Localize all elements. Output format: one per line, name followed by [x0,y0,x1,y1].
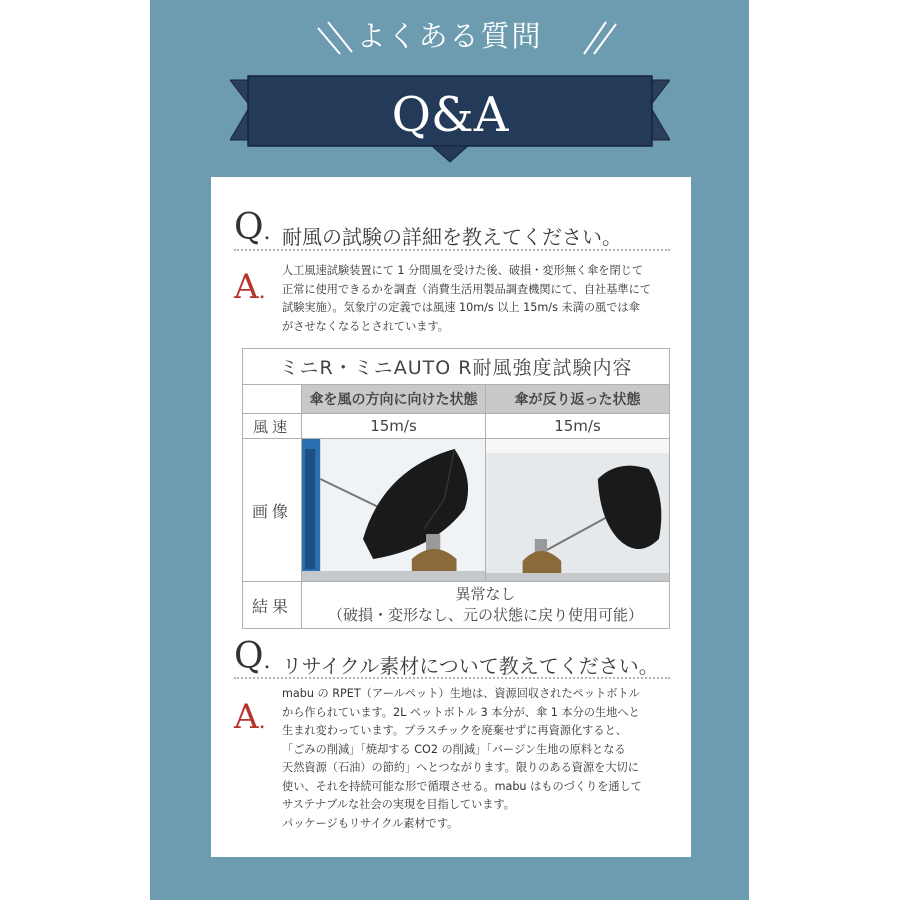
answer-2-line: mabu の RPET（アールペット）生地は、資源回収されたペットボトル [282,687,640,700]
answer-2-line: 生まれ変わっています。プラスチックを廃棄せずに再資源化すると、 [282,724,627,737]
answer-1-line: 試験実施）。気象庁の定義では風速 10m/s 以上 15m/s 未満の風では傘 [282,301,640,314]
test-photo-inverted [486,439,670,582]
page-title: Q&A [391,87,509,143]
test-photo-facing-wind [302,439,486,582]
page-subtitle: よくある質問 [356,19,543,53]
question-divider-1 [234,249,670,251]
answer-1-line: がさせなくなるとされています。 [282,319,449,333]
blue-background-panel [150,0,749,900]
answer-2-line: から作られています。2L ペットボトル 3 本分が、傘 1 本分の生地へと [282,705,640,719]
question-1: 耐風の試験の詳細を教えてください。 [282,225,622,249]
row-label-image: 画像 [243,439,302,582]
answer-1-line: 人工風速試験装置にて 1 分間風を受けた後、破損・変形無く傘を閉じて [282,264,644,277]
question-mark-2: Q. [234,636,271,677]
answer-2-line: 天然資源（石油）の節約」へとつながります。限りのある資源を大切に [282,761,639,774]
answer-2-line: サステナブルな社会の実現を目指しています。 [282,798,515,811]
right-accent-slashes-icon [564,10,624,70]
answer-2-line: パッケージもリサイクル素材です。 [282,816,459,830]
table-corner-cell [243,385,302,414]
question-divider-2 [234,677,670,679]
answer-1-line: 正常に使用できるかを調査（消費生活用製品調査機関にて、自社基準にて [282,282,651,296]
answer-2-line: 「ごみの削減」「焼却する CO2 の削減」「バージン生地の原料となる [282,742,626,756]
speed-col2: 15m/s [486,414,670,439]
row-label-speed: 風速 [243,414,302,439]
answer-mark-2: A. [234,697,266,737]
result-line-2: （破損・変形なし、元の状態に戻り使用可能） [327,606,643,624]
answer-mark-1: A. [234,267,266,307]
question-2: リサイクル素材について教えてください。 [282,654,659,678]
answer-2-line: 使い、それを持続可能な形で循環させる。mabu はものづくりを通して [282,779,642,793]
table-title: ミニR・ミニAUTO R耐風強度試験内容 [243,349,670,385]
result-cell [302,582,670,629]
question-mark-1: Q. [234,207,271,248]
row-label-result: 結果 [243,582,302,629]
speed-col1: 15m/s [302,414,486,439]
answer-2 [282,685,642,833]
wind-test-table [242,348,670,629]
faq-card [211,177,691,857]
answer-1 [282,262,651,336]
table-header-col1: 傘を風の方向に向けた状態 [302,385,486,414]
result-line-1: 異常なし [455,585,516,603]
table-header-col2: 傘が反り返った状態 [486,385,670,414]
